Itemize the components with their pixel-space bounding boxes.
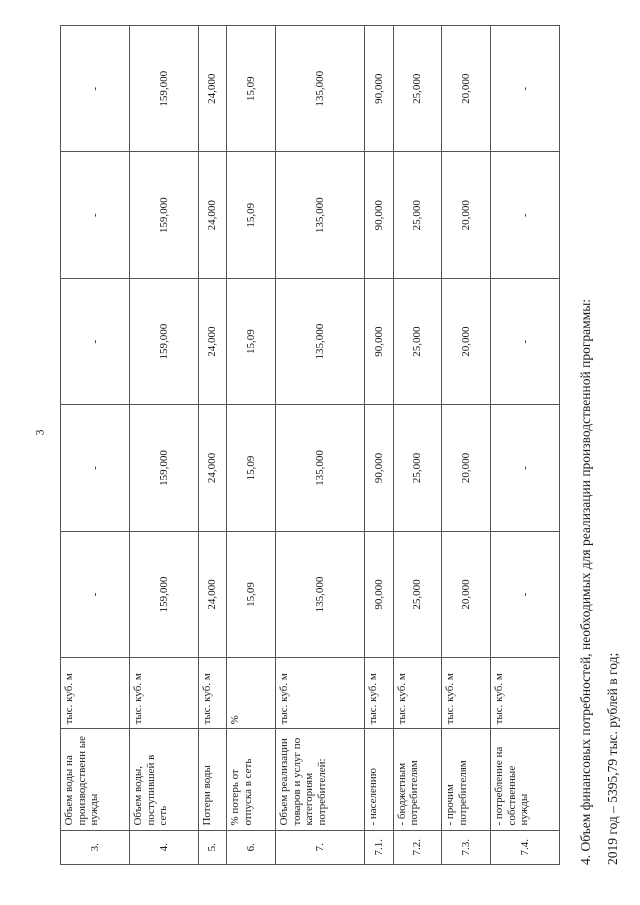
value-cell: 20,000: [442, 152, 491, 278]
table-row: [490, 26, 559, 865]
value-cell: -: [61, 531, 130, 657]
row-number: 7.: [275, 830, 364, 864]
value-cell: 15,09: [227, 26, 276, 152]
row-number: 7.2.: [393, 830, 442, 864]
value-cell: 135,000: [275, 531, 364, 657]
row-number: 3.: [61, 830, 130, 864]
rotated-page-content: [50, 25, 630, 865]
value-cell: 20,000: [442, 26, 491, 152]
value-cell: 90,000: [365, 26, 393, 152]
water-volume-table: [60, 25, 560, 865]
value-cell: -: [490, 405, 559, 531]
value-cell: 20,000: [442, 278, 491, 404]
table-row: [275, 26, 364, 865]
value-cell: 15,09: [227, 152, 276, 278]
table-row: [393, 26, 442, 865]
indicator-name: - потребление на собственные нужды: [490, 729, 559, 830]
value-cell: 25,000: [393, 26, 442, 152]
unit-cell: %: [227, 658, 276, 729]
table-row: [442, 26, 491, 865]
indicator-name: - бюджетным потребителям: [393, 729, 442, 830]
unit-cell: тыс. куб. м: [442, 658, 491, 729]
value-cell: 135,000: [275, 26, 364, 152]
indicator-name: Объем воды на производственн ые нужды: [61, 729, 130, 830]
unit-cell: тыс. куб. м: [275, 658, 364, 729]
section-heading: 4. Объем финансовых потребностей, необходимых для реализации производственной программы:: [578, 298, 593, 865]
value-cell: 90,000: [365, 278, 393, 404]
value-cell: 25,000: [393, 531, 442, 657]
page-number: 3: [32, 429, 47, 436]
table-row: [198, 26, 226, 865]
value-cell: 159,000: [129, 405, 198, 531]
indicator-name: Потери воды: [198, 729, 226, 830]
value-cell: 90,000: [365, 531, 393, 657]
unit-cell: тыс. куб. м: [61, 658, 130, 729]
value-cell: 25,000: [393, 152, 442, 278]
table-row: [227, 26, 276, 865]
value-cell: 20,000: [442, 531, 491, 657]
row-number: 7.4.: [490, 830, 559, 864]
value-cell: 24,000: [198, 405, 226, 531]
value-cell: 135,000: [275, 405, 364, 531]
value-cell: 159,000: [129, 152, 198, 278]
value-cell: -: [61, 405, 130, 531]
row-number: 7.3.: [442, 830, 491, 864]
unit-cell: тыс. куб. м: [129, 658, 198, 729]
value-cell: 159,000: [129, 278, 198, 404]
value-cell: 15,09: [227, 531, 276, 657]
value-cell: 20,000: [442, 405, 491, 531]
indicator-name: Объем реализации товаров и услуг по категориям потребителей:: [275, 729, 364, 830]
value-cell: -: [61, 152, 130, 278]
unit-cell: тыс. куб. м: [393, 658, 442, 729]
value-cell: -: [490, 26, 559, 152]
indicator-name: - прочим потребителям: [442, 729, 491, 830]
value-cell: -: [490, 152, 559, 278]
unit-cell: тыс. куб. м: [198, 658, 226, 729]
value-cell: 90,000: [365, 152, 393, 278]
row-number: 7.1.: [365, 830, 393, 864]
unit-cell: тыс. куб. м: [490, 658, 559, 729]
table-body: [61, 26, 560, 865]
table-row: [365, 26, 393, 865]
value-cell: 15,09: [227, 278, 276, 404]
value-cell: 135,000: [275, 152, 364, 278]
value-cell: 25,000: [393, 405, 442, 531]
value-cell: -: [490, 531, 559, 657]
row-number: 4.: [129, 830, 198, 864]
table-row: [61, 26, 130, 865]
unit-cell: тыс. куб. м: [365, 658, 393, 729]
value-cell: 15,09: [227, 405, 276, 531]
value-cell: 90,000: [365, 405, 393, 531]
value-cell: 159,000: [129, 531, 198, 657]
indicator-name: Объем воды, поступившей в сеть: [129, 729, 198, 830]
table-row: [129, 26, 198, 865]
indicator-name: % потерь от отпуска в сеть: [227, 729, 276, 830]
row-number: 5.: [198, 830, 226, 864]
indicator-name: - населению: [365, 729, 393, 830]
value-cell: -: [61, 26, 130, 152]
value-cell: 24,000: [198, 26, 226, 152]
value-cell: 135,000: [275, 278, 364, 404]
amount-line: 2019 год – 5395,79 тыс. рублей в год;: [605, 652, 620, 865]
value-cell: 159,000: [129, 26, 198, 152]
row-number: 6.: [227, 830, 276, 864]
value-cell: 24,000: [198, 152, 226, 278]
value-cell: 25,000: [393, 278, 442, 404]
value-cell: 24,000: [198, 531, 226, 657]
value-cell: 24,000: [198, 278, 226, 404]
value-cell: -: [61, 278, 130, 404]
value-cell: -: [490, 278, 559, 404]
